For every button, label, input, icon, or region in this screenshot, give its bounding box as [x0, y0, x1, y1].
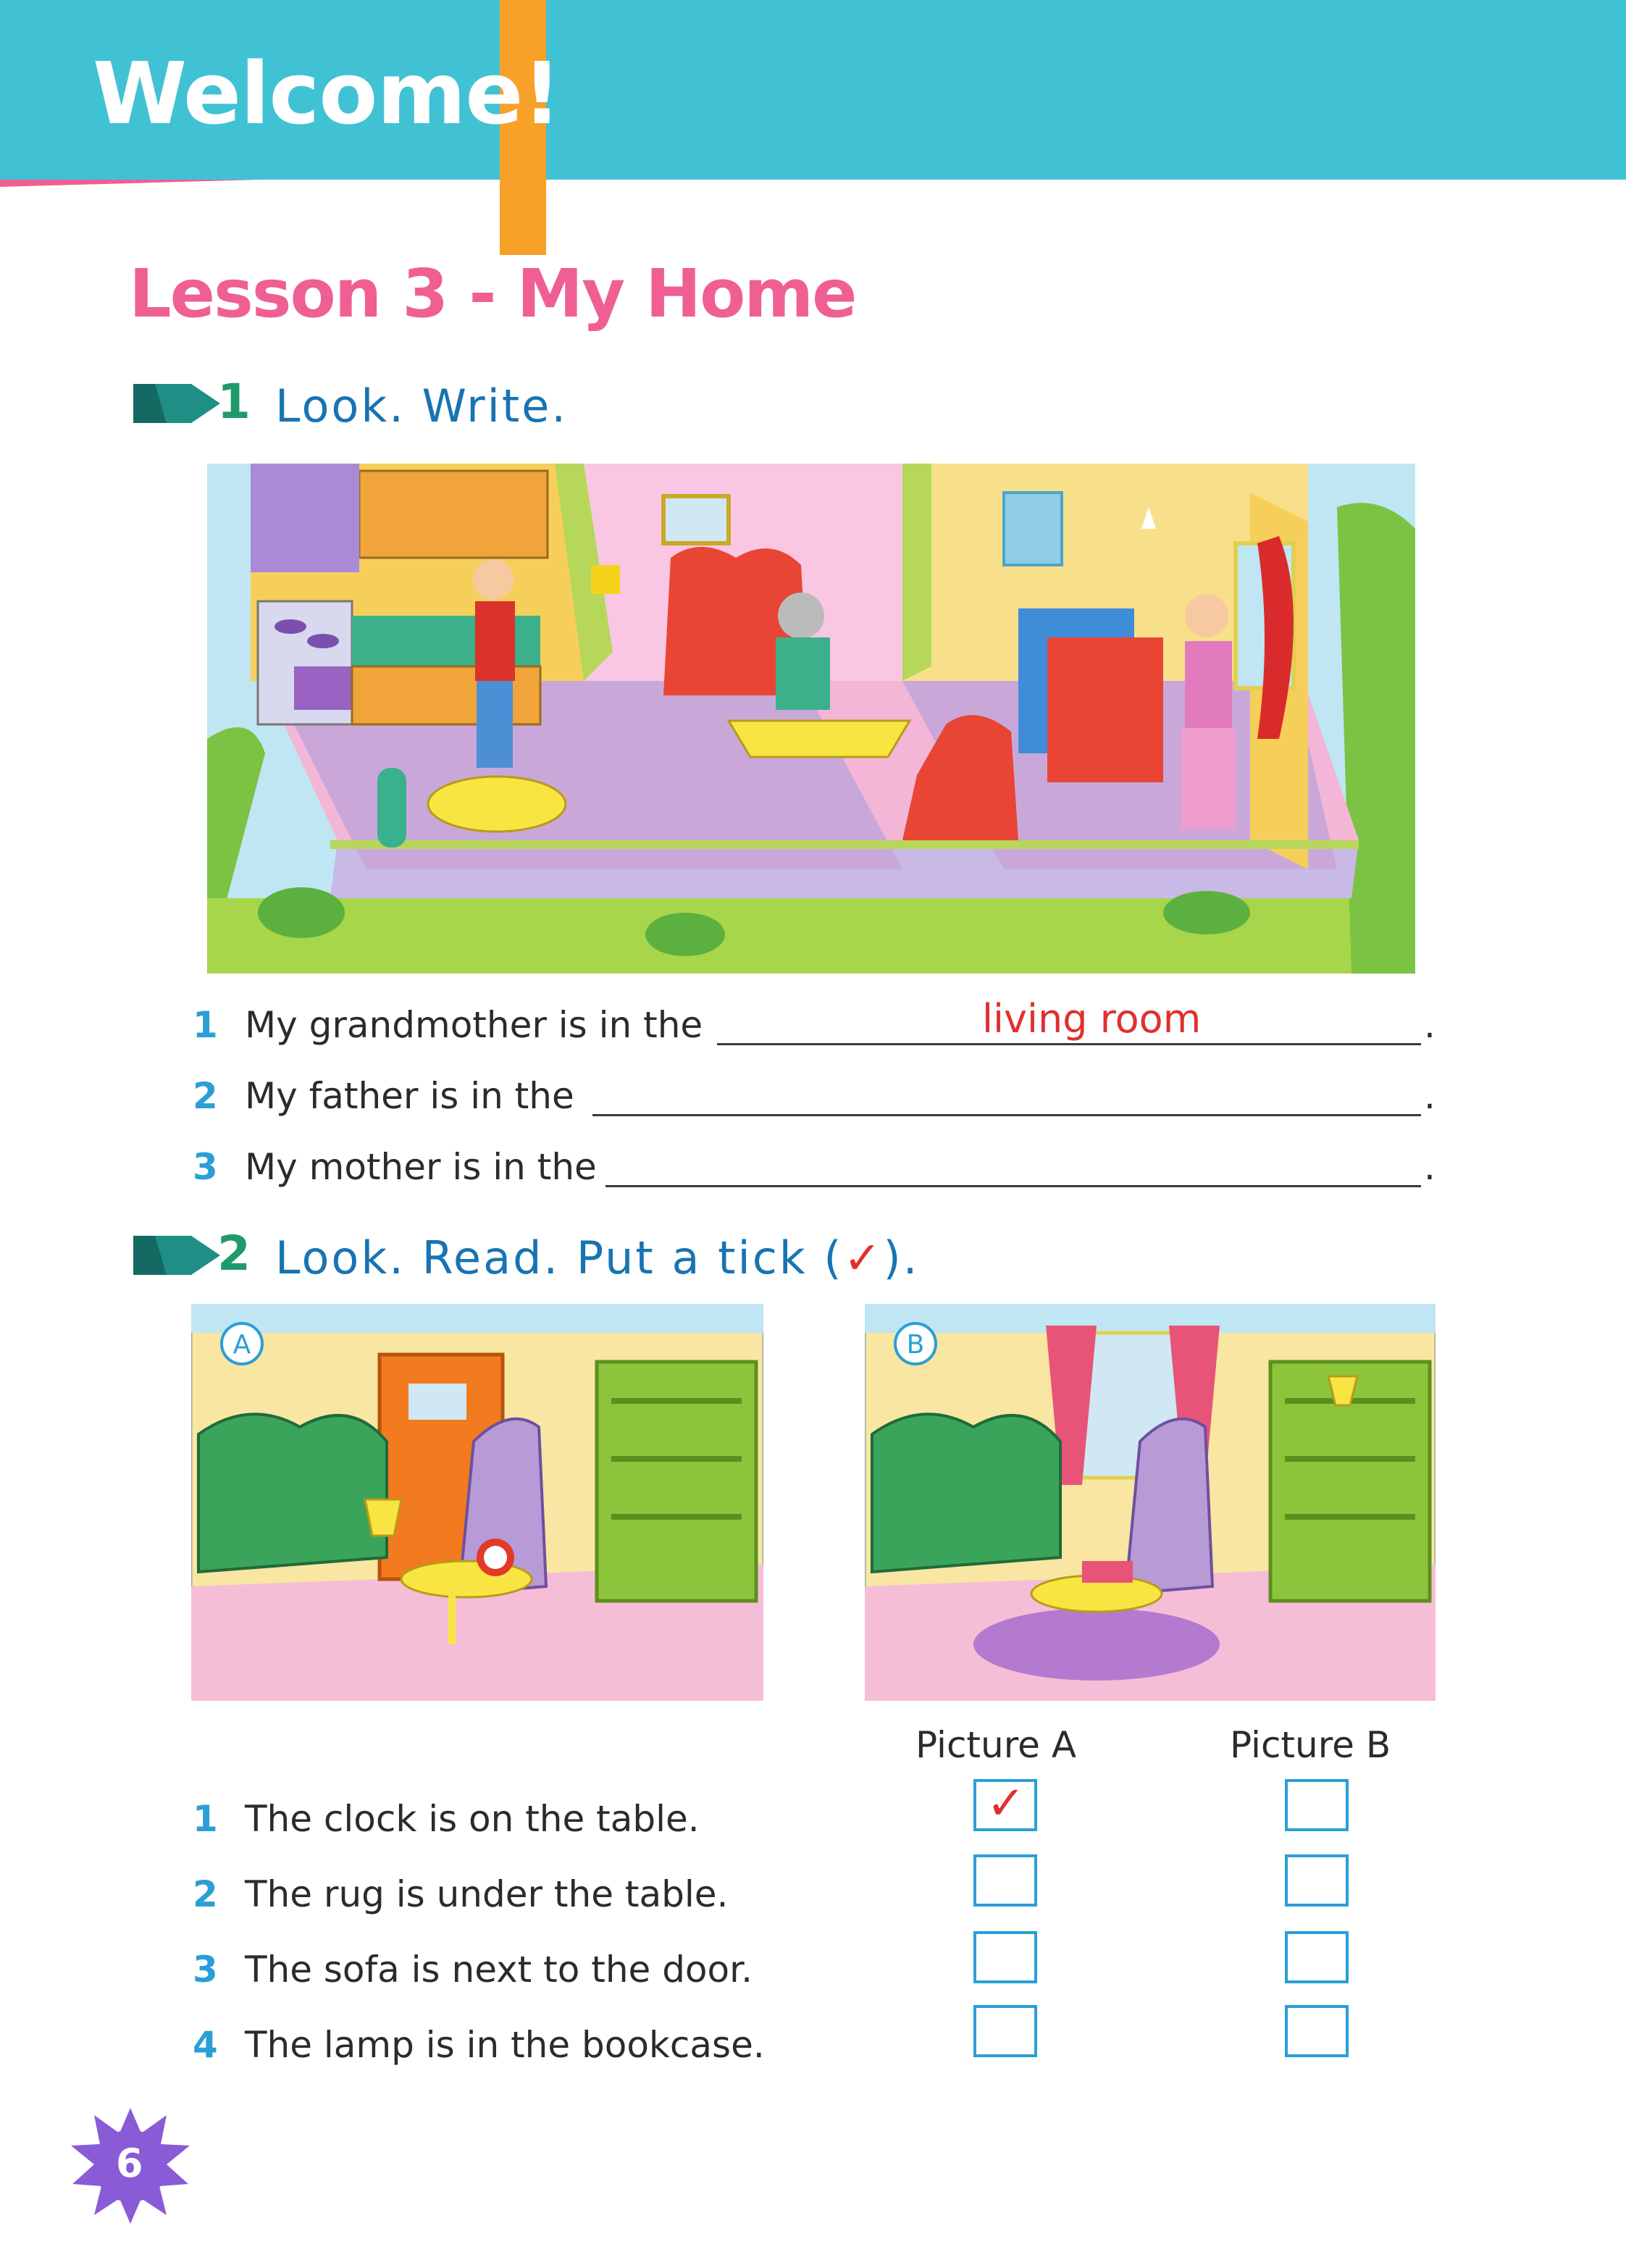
banner-title: Welcome! [93, 43, 561, 143]
exercise-1-number: 1 [217, 374, 251, 430]
ex1-item-3-answer-line[interactable] [605, 1185, 1421, 1187]
exercise-tab-marker-icon [133, 384, 220, 423]
exercise-2-instruction [275, 1231, 920, 1284]
instruction-suffix: ). [883, 1231, 920, 1284]
ex2-item-1-picture-a-checkbox[interactable] [973, 1779, 1037, 1831]
tick-glyph: ✓ [843, 1231, 884, 1284]
column-header-picture-b: Picture B [1230, 1724, 1391, 1766]
ex2-item-3-text: The sofa is next to the door. [245, 1949, 753, 1991]
ex2-item-4-picture-a-checkbox[interactable] [973, 2005, 1037, 2057]
page-number: 6 [116, 2141, 143, 2186]
ex1-item-3-period: . [1424, 1146, 1436, 1188]
ex2-item-1-picture-b-checkbox[interactable] [1285, 1779, 1349, 1831]
ex1-item-1-period: . [1424, 1004, 1436, 1046]
tick-mark-icon: ✓ [986, 1777, 1026, 1830]
ex1-item-2-answer-line[interactable] [592, 1114, 1421, 1116]
house-cutaway-illustration [207, 464, 1415, 974]
ex1-item-1-answer: living room [982, 996, 1202, 1042]
ex2-item-2-picture-a-checkbox[interactable] [973, 1854, 1037, 1907]
ex1-item-1-number: 1 [193, 1004, 218, 1046]
ex2-item-3-picture-b-checkbox[interactable] [1285, 1931, 1349, 1983]
ex2-item-3-picture-a-checkbox[interactable] [973, 1931, 1037, 1983]
ex2-item-4-text: The lamp is in the bookcase. [245, 2024, 765, 2066]
column-header-picture-a: Picture A [915, 1724, 1077, 1766]
ex1-item-2-period: . [1424, 1075, 1436, 1117]
ex2-item-2-text: The rug is under the table. [245, 1873, 729, 1915]
ex2-item-4-number: 4 [193, 2024, 218, 2066]
ex1-item-2-text: My father is in the [245, 1075, 574, 1117]
picture-b-illustration [865, 1304, 1436, 1701]
ex2-item-2-picture-b-checkbox[interactable] [1285, 1854, 1349, 1907]
exercise-tab-marker-icon [133, 1236, 220, 1275]
instruction-prefix: Look. Read. Put a tick ( [275, 1231, 844, 1284]
ex1-item-1-text: My grandmother is in the [245, 1004, 703, 1046]
ex2-item-1-number: 1 [193, 1798, 218, 1840]
picture-a-illustration [191, 1304, 763, 1701]
ex1-item-2-number: 2 [193, 1075, 218, 1117]
lesson-title: Lesson 3 - My Home [129, 255, 856, 332]
ex2-item-3-number: 3 [193, 1949, 218, 1991]
picture-b-label: B [906, 1330, 925, 1360]
picture-a-label: A [232, 1330, 251, 1360]
exercise-1-instruction: Look. Write. [275, 380, 569, 432]
ex1-item-3-text: My mother is in the [245, 1146, 597, 1188]
exercise-2-number: 2 [217, 1226, 251, 1281]
ex2-item-4-picture-b-checkbox[interactable] [1285, 2005, 1349, 2057]
ex2-item-2-number: 2 [193, 1873, 218, 1915]
ex1-item-1-answer-line[interactable] [717, 1043, 1421, 1045]
ex2-item-1-text: The clock is on the table. [245, 1798, 700, 1840]
ex1-item-3-number: 3 [193, 1146, 218, 1188]
